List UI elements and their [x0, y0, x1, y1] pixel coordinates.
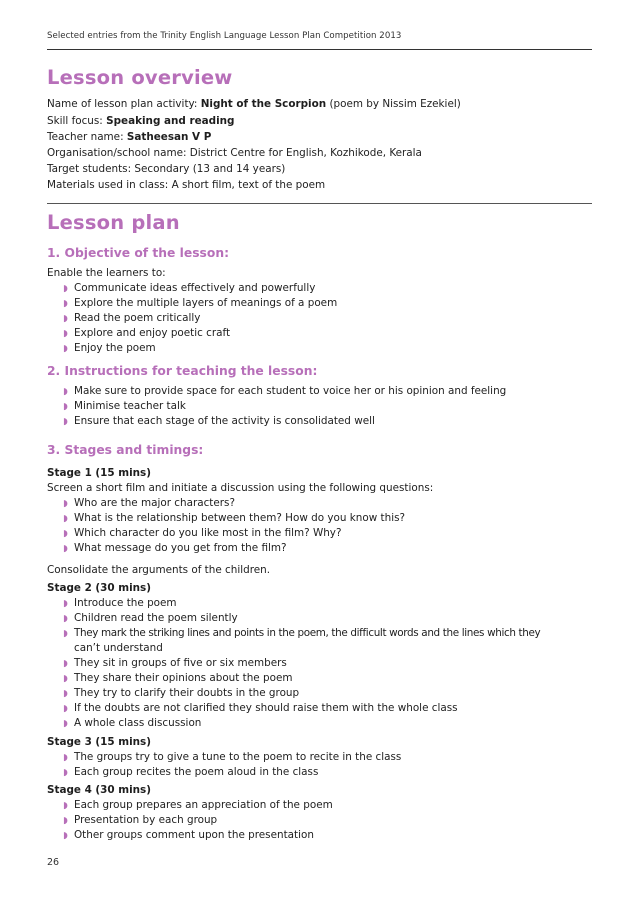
- header-rule: [47, 49, 592, 50]
- running-head: Selected entries from the Trinity English Language Lesson Plan Competition 2013: [47, 31, 402, 41]
- bullet-icon: ◗: [63, 801, 68, 811]
- target-line: Target students: Secondary (13 and 14 years): [47, 163, 286, 175]
- teacher-label: Teacher name:: [47, 131, 127, 143]
- stage3-item: ◗ The groups try to give a tune to the poem to recite in the class: [63, 750, 401, 766]
- objective-item: ◗ Explore the multiple layers of meanings of a poem: [63, 296, 337, 312]
- stage4-item: ◗ Other groups comment upon the presentation: [63, 828, 314, 844]
- stage1-item: ◗ What is the relationship between them? How do you know this?: [63, 511, 405, 527]
- activity-suffix: (poem by Nissim Ezekiel): [326, 98, 461, 110]
- objective-intro: Enable the learners to:: [47, 267, 166, 279]
- bullet-icon: ◗: [63, 768, 68, 778]
- skill-label: Skill focus:: [47, 115, 107, 127]
- bullet-icon: ◗: [63, 314, 68, 324]
- stage2-item: ◗ A whole class discussion: [63, 716, 201, 732]
- bullet-icon: ◗: [63, 284, 68, 294]
- objective-item: ◗ Explore and enjoy poetic craft: [63, 326, 230, 342]
- activity-label: Name of lesson plan activity:: [47, 98, 201, 110]
- objective-item: ◗ Enjoy the poem: [63, 341, 156, 357]
- stage4-item: ◗ Presentation by each group: [63, 813, 217, 829]
- teacher-line: [47, 130, 211, 145]
- stage1-item: ◗ Which character do you like most in the film? Why?: [63, 526, 341, 542]
- bullet-icon: ◗: [63, 344, 68, 354]
- bullet-icon: ◗: [63, 514, 68, 524]
- activity-value: Night of the Scorpion: [200, 98, 327, 110]
- stage2-item: ◗ If the doubts are not clarified they should raise them with the whole class: [63, 701, 458, 717]
- stage2-item: ◗ They mark the striking lines and points in the poem, the difficult words and the lines which they: [63, 626, 540, 642]
- stage2-item: ◗ Introduce the poem: [63, 596, 177, 612]
- stage2-item: ◗ They try to clarify their doubts in the group: [63, 686, 299, 702]
- bullet-icon: ◗: [63, 831, 68, 841]
- stage1-item: ◗ What message do you get from the film?: [63, 541, 287, 557]
- stage2-continuation: can’t understand: [74, 642, 163, 654]
- stage2-label: Stage 2 (30 mins): [47, 582, 151, 594]
- bullet-icon: ◗: [63, 544, 68, 554]
- stage2-item: ◗ Children read the poem silently: [63, 611, 238, 627]
- bullet-icon: ◗: [63, 689, 68, 699]
- instructions-heading: 2. Instructions for teaching the lesson:: [47, 364, 318, 378]
- bullet-icon: ◗: [63, 816, 68, 826]
- bullet-icon: ◗: [63, 499, 68, 509]
- bullet-icon: ◗: [63, 629, 68, 639]
- stage2-item: ◗ They share their opinions about the poem: [63, 671, 292, 687]
- bullet-icon: ◗: [63, 599, 68, 609]
- bullet-icon: ◗: [63, 614, 68, 624]
- stage3-label: Stage 3 (15 mins): [47, 736, 151, 748]
- bullet-icon: ◗: [63, 753, 68, 763]
- teacher-value: Satheesan V P: [126, 131, 212, 143]
- bullet-icon: ◗: [63, 387, 68, 397]
- objective-item: ◗ Read the poem critically: [63, 311, 200, 327]
- plan-title: Lesson plan: [47, 211, 180, 234]
- stage4-label: Stage 4 (30 mins): [47, 784, 151, 796]
- section-rule: [47, 203, 592, 204]
- stage1-item: ◗ Who are the major characters?: [63, 496, 235, 512]
- bullet-icon: ◗: [63, 417, 68, 427]
- objective-heading: 1. Objective of the lesson:: [47, 246, 229, 260]
- bullet-icon: ◗: [63, 704, 68, 714]
- stage4-item: ◗ Each group prepares an appreciation of the poem: [63, 798, 333, 814]
- page-number: 26: [47, 857, 60, 868]
- stage3-item: ◗ Each group recites the poem aloud in the class: [63, 765, 318, 781]
- instruction-item: ◗ Make sure to provide space for each student to voice her or his opinion and feeling: [63, 384, 506, 400]
- stages-heading: 3. Stages and timings:: [47, 443, 204, 457]
- bullet-icon: ◗: [63, 402, 68, 412]
- stage1-label: Stage 1 (15 mins): [47, 467, 151, 479]
- bullet-icon: ◗: [63, 329, 68, 339]
- objective-item: ◗ Communicate ideas effectively and powerfully: [63, 281, 315, 297]
- overview-title: Lesson overview: [47, 66, 233, 89]
- stage1-intro: Screen a short film and initiate a discussion using the following questions:: [47, 482, 434, 494]
- stage1-outro: Consolidate the arguments of the children.: [47, 564, 271, 576]
- instruction-item: ◗ Minimise teacher talk: [63, 399, 186, 415]
- bullet-icon: ◗: [63, 719, 68, 729]
- bullet-icon: ◗: [63, 529, 68, 539]
- materials-line: Materials used in class: A short film, text of the poem: [47, 179, 326, 191]
- skill-line: [47, 114, 235, 129]
- bullet-icon: ◗: [63, 299, 68, 309]
- skill-value: Speaking and reading: [106, 115, 235, 127]
- bullet-icon: ◗: [63, 674, 68, 684]
- stage2-item: ◗ They sit in groups of five or six members: [63, 656, 287, 672]
- instruction-item: ◗ Ensure that each stage of the activity is consolidated well: [63, 414, 375, 430]
- bullet-icon: ◗: [63, 659, 68, 669]
- activity-line: [47, 97, 461, 112]
- org-line: Organisation/school name: District Centre for English, Kozhikode, Kerala: [47, 147, 422, 159]
